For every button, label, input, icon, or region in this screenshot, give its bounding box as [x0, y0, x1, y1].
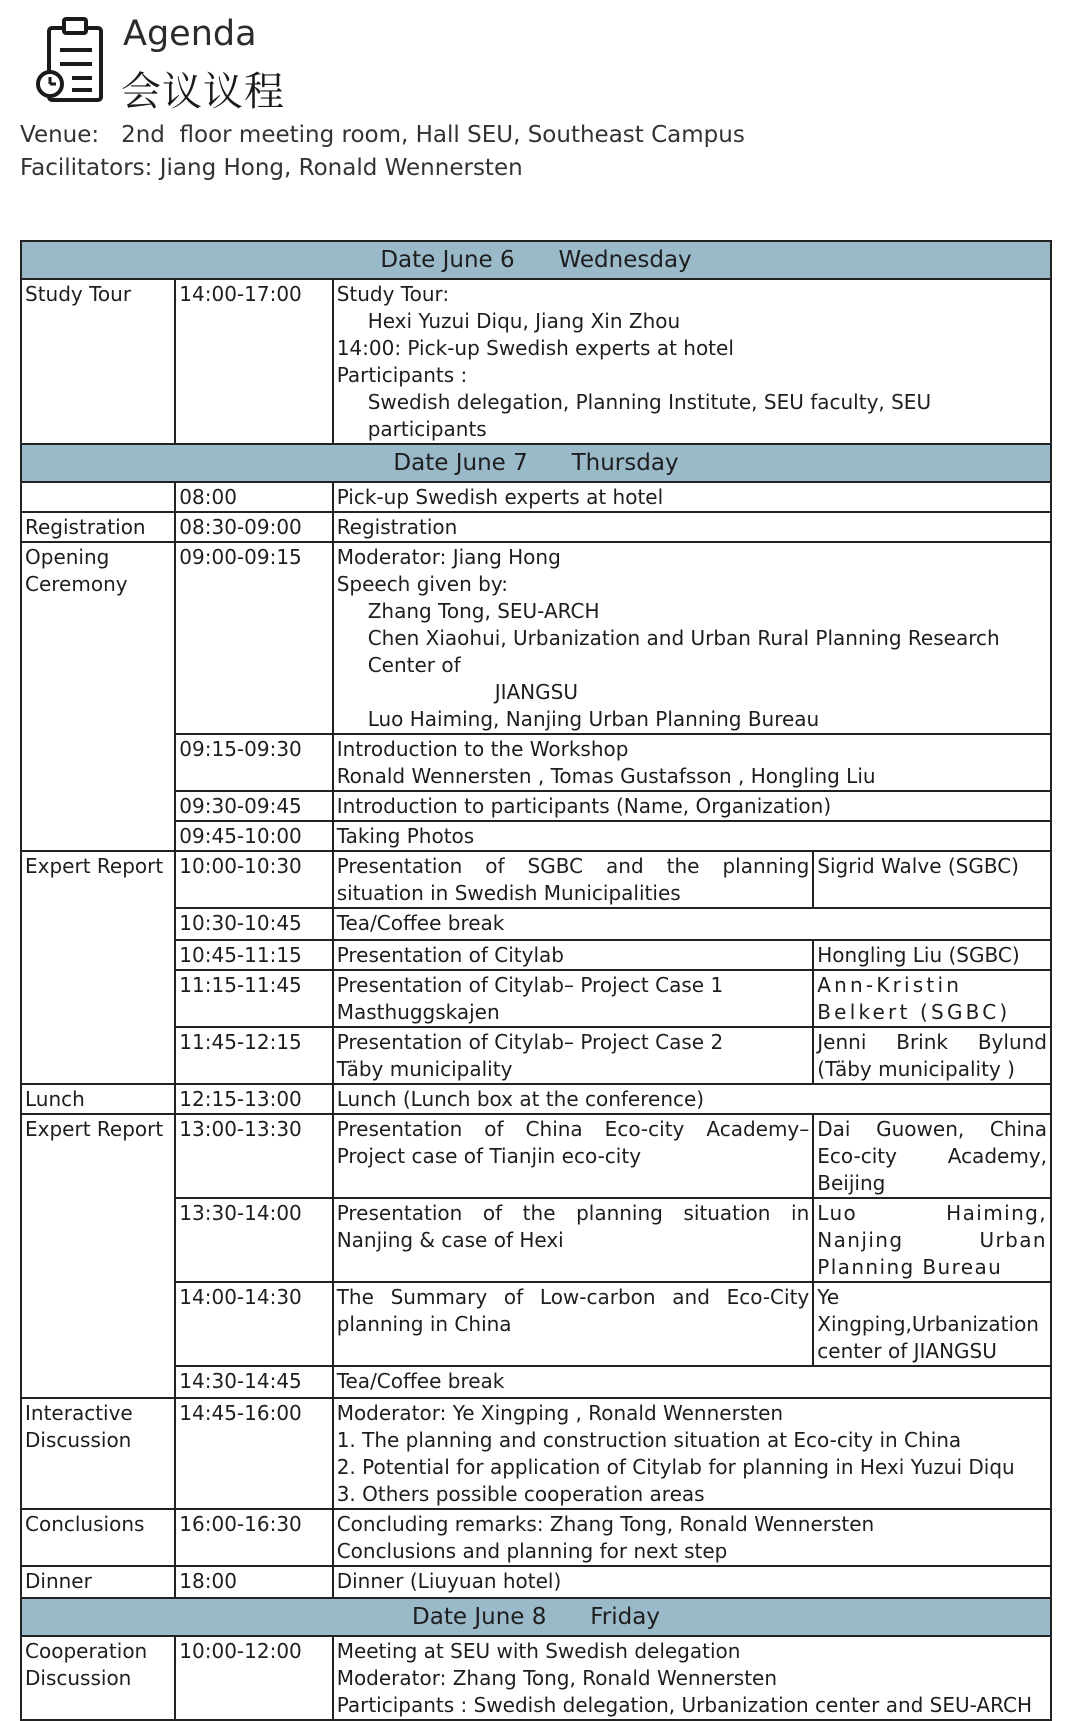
venue-text: Venue: 2nd floor meeting room, Hall SEU, Southeast Campus — [20, 122, 745, 148]
session-cell: Expert Report — [21, 1114, 175, 1398]
time-cell: 09:00-09:15 — [175, 542, 332, 734]
speaker-cell: Sigrid Walve (SGBC) — [813, 851, 1051, 908]
agenda-header — [36, 14, 736, 114]
agenda-row — [21, 1366, 1051, 1398]
page-title-zh: 会议议程 — [121, 69, 285, 115]
content-line: Moderator: Ye Xingping , Ronald Wennersten — [336, 1401, 784, 1425]
time-cell: 11:15-11:45 — [175, 970, 332, 1027]
content-line: Moderator: Zhang Tong, Ronald Wennersten — [336, 1666, 778, 1690]
topic-cell — [333, 970, 814, 1027]
date-header: Date June 8 Friday — [21, 1598, 1051, 1636]
content-line: 3. Others possible cooperation areas — [336, 1482, 705, 1506]
content-line: Concluding remarks: Zhang Tong, Ronald Wennersten — [336, 1512, 875, 1536]
content-line: 1. The planning and construction situation at Eco-city in China — [336, 1428, 962, 1452]
time-cell: 09:45-10:00 — [175, 821, 332, 851]
speaker-cell: Hongling Liu (SGBC) — [813, 940, 1051, 970]
topic-line: Masthuggskajen — [336, 1000, 500, 1024]
content-line: Introduction to the Workshop — [336, 737, 629, 761]
date-row — [21, 1598, 1051, 1636]
time-cell: 10:00-10:30 — [175, 851, 332, 908]
session-cell — [21, 482, 175, 512]
session-cell: Study Tour — [21, 279, 175, 444]
agenda-row — [21, 1566, 1051, 1598]
topic-line: Presentation of Citylab– Project Case 2 — [336, 1030, 724, 1054]
topic-cell: Presentation of the planning situation in Nanjing & case of Hexi — [333, 1198, 814, 1282]
content-line: 2. Potential for application of Citylab for planning in Hexi Yuzui Diqu — [336, 1455, 1015, 1479]
topic-cell — [333, 1027, 814, 1084]
content-cell — [333, 1636, 1051, 1720]
content-line: Ronald Wennersten , Tomas Gustafsson , Hongling Liu — [336, 764, 876, 788]
agenda-table — [20, 240, 1052, 1721]
time-cell: 12:15-13:00 — [175, 1084, 332, 1114]
agenda-row — [21, 1509, 1051, 1566]
agenda-row — [21, 821, 1051, 851]
content-line: Zhang Tong, SEU-ARCH — [367, 599, 600, 623]
content-cell — [333, 1566, 1051, 1598]
agenda-row — [21, 1198, 1051, 1282]
content-cell — [333, 542, 1051, 734]
time-cell: 14:00-17:00 — [175, 279, 332, 444]
content-cell — [333, 821, 1051, 851]
time-cell: 09:30-09:45 — [175, 791, 332, 821]
agenda-row — [21, 542, 1051, 734]
content-cell — [333, 1084, 1051, 1114]
agenda-row — [21, 908, 1051, 940]
time-cell: 08:30-09:00 — [175, 512, 332, 542]
content-line: Dinner (Liuyuan hotel) — [336, 1569, 562, 1593]
content-line: Taking Photos — [336, 824, 475, 848]
page-title-en: Agenda — [123, 14, 257, 54]
agenda-row — [21, 970, 1051, 1027]
time-cell: 14:45-16:00 — [175, 1398, 332, 1509]
content-line: Speech given by: — [336, 572, 508, 596]
content-cell — [333, 482, 1051, 512]
content-line: Study Tour: — [336, 282, 450, 306]
agenda-row — [21, 1398, 1051, 1509]
session-cell: Conclusions — [21, 1509, 175, 1566]
time-cell: 11:45-12:15 — [175, 1027, 332, 1084]
agenda-row — [21, 279, 1051, 444]
session-cell: Lunch — [21, 1084, 175, 1114]
topic-cell: Presentation of Citylab — [333, 940, 814, 970]
date-header: Date June 7 Thursday — [21, 444, 1051, 482]
content-line: Conclusions and planning for next step — [336, 1539, 728, 1563]
agenda-row — [21, 1636, 1051, 1720]
speaker-cell: Ann-Kristin Belkert (SGBC) — [813, 970, 1051, 1027]
content-line: Registration — [336, 515, 458, 539]
agenda-row — [21, 851, 1051, 908]
time-cell: 13:00-13:30 — [175, 1114, 332, 1198]
agenda-row — [21, 1084, 1051, 1114]
content-cell — [333, 734, 1051, 791]
content-line: Chen Xiaohui, Urbanization and Urban Rural Planning Research Center of — [367, 626, 1000, 677]
content-line: Moderator: Jiang Hong — [336, 545, 561, 569]
agenda-row — [21, 1282, 1051, 1366]
content-cell — [333, 1398, 1051, 1509]
topic-cell: Presentation of SGBC and the planning situation in Swedish Municipalities — [333, 851, 814, 908]
content-cell — [333, 512, 1051, 542]
time-cell: 10:30-10:45 — [175, 908, 332, 940]
time-cell: 14:00-14:30 — [175, 1282, 332, 1366]
time-cell: 16:00-16:30 — [175, 1509, 332, 1566]
content-line: Luo Haiming, Nanjing Urban Planning Bureau — [367, 707, 820, 731]
content-line: Meeting at SEU with Swedish delegation — [336, 1639, 741, 1663]
agenda-row — [21, 791, 1051, 821]
date-row — [21, 241, 1051, 279]
agenda-row — [21, 734, 1051, 791]
time-cell: 13:30-14:00 — [175, 1198, 332, 1282]
facilitators-text: Facilitators: Jiang Hong, Ronald Wennersten — [20, 155, 523, 181]
content-line: Introduction to participants (Name, Organization) — [336, 794, 832, 818]
speaker-cell: Jenni Brink Bylund (Täby municipality ) — [813, 1027, 1051, 1084]
content-line: Pick-up Swedish experts at hotel — [336, 485, 664, 509]
time-cell: 18:00 — [175, 1566, 332, 1598]
agenda-row — [21, 482, 1051, 512]
content-cell — [333, 279, 1051, 444]
session-cell: Dinner — [21, 1566, 175, 1598]
speaker-cell: Luo Haiming, Nanjing Urban Planning Bureau — [813, 1198, 1051, 1282]
content-cell — [333, 1509, 1051, 1566]
content-line: Tea/Coffee break — [336, 1369, 505, 1393]
speaker-cell: Dai Guowen, China Eco-city Academy, Beijing — [813, 1114, 1051, 1198]
content-line: Hexi Yuzui Diqu, Jiang Xin Zhou — [367, 309, 681, 333]
content-cell — [333, 1366, 1051, 1398]
content-line: JIANGSU — [494, 680, 578, 704]
date-row — [21, 444, 1051, 482]
content-line: Swedish delegation, Planning Institute, SEU faculty, SEU participants — [367, 390, 932, 441]
session-cell: Registration — [21, 512, 175, 542]
agenda-row — [21, 1027, 1051, 1084]
agenda-row — [21, 940, 1051, 970]
session-cell: Cooperation Discussion — [21, 1636, 175, 1720]
content-cell — [333, 908, 1051, 940]
content-line: Participants : — [336, 363, 468, 387]
topic-cell: The Summary of Low-carbon and Eco-City planning in China — [333, 1282, 814, 1366]
agenda-row — [21, 1114, 1051, 1198]
time-cell: 10:45-11:15 — [175, 940, 332, 970]
date-header: Date June 6 Wednesday — [21, 241, 1051, 279]
session-cell: Opening Ceremony — [21, 542, 175, 851]
content-cell — [333, 791, 1051, 821]
content-line: 14:00: Pick-up Swedish experts at hotel — [336, 336, 734, 360]
content-line: Participants : Swedish delegation, Urbanization center and SEU-ARCH — [336, 1693, 1033, 1717]
content-line: Tea/Coffee break — [336, 911, 505, 935]
agenda-row — [21, 512, 1051, 542]
time-cell: 10:00-12:00 — [175, 1636, 332, 1720]
speaker-cell: Ye Xingping,Urbanization center of JIANGSU — [813, 1282, 1051, 1366]
session-cell: Interactive Discussion — [21, 1398, 175, 1509]
session-cell: Expert Report — [21, 851, 175, 1084]
clipboard-clock-icon — [36, 16, 108, 104]
content-line: Lunch (Lunch box at the conference) — [336, 1087, 705, 1111]
topic-line: Täby municipality — [336, 1057, 513, 1081]
time-cell: 09:15-09:30 — [175, 734, 332, 791]
time-cell: 08:00 — [175, 482, 332, 512]
topic-line: Presentation of Citylab– Project Case 1 — [336, 973, 724, 997]
time-cell: 14:30-14:45 — [175, 1366, 332, 1398]
topic-cell: Presentation of China Eco-city Academy– Project case of Tianjin eco-city — [333, 1114, 814, 1198]
